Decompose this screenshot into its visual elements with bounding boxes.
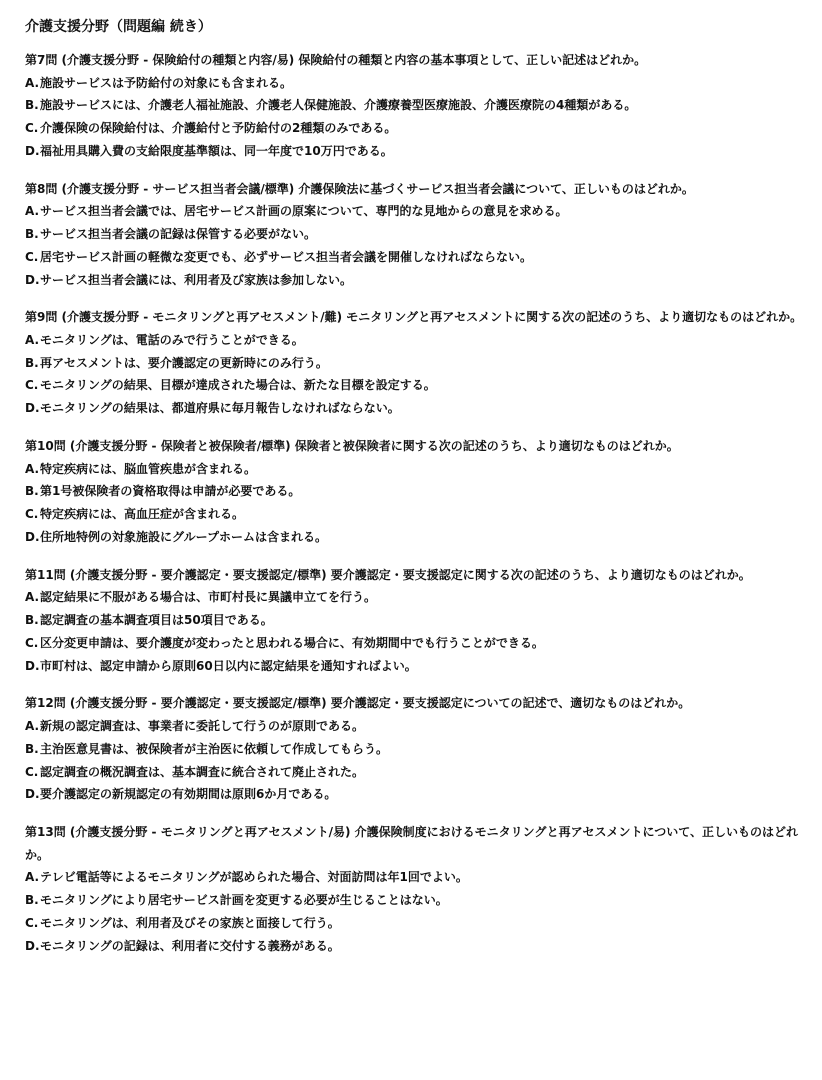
choice-list (25, 586, 808, 677)
choice-d (25, 397, 808, 420)
choice-a (25, 200, 808, 223)
choice-list (25, 329, 808, 420)
choice-text: 介護保険の保険給付は、介護給付と予防給付の2種類のみである。 (40, 121, 397, 136)
choice-list (25, 200, 808, 291)
choice-a (25, 866, 808, 889)
choice-c (25, 374, 808, 397)
choice-letter: A. (25, 332, 40, 347)
question-stem: 第11問 (介護支援分野 - 要介護認定・要支援認定/標準) 要介護認定・要支援認定に関する次の記述のうち、より適切なものはどれか。 (25, 567, 751, 582)
choice-letter: C. (25, 635, 39, 650)
choice-b (25, 609, 808, 632)
choice-text: 施設サービスは予防給付の対象にも含まれる。 (40, 75, 293, 90)
choice-list (25, 458, 808, 549)
choice-text: 区分変更申請は、要介護度が変わったと思われる場合に、有効期間中でも行うことができる。 (40, 635, 544, 650)
document-title: 介護支援分野（問題編 続き） (25, 19, 212, 35)
choice-text: モニタリングの結果は、都道府県に毎月報告しなければならない。 (40, 401, 400, 416)
question-8 (25, 178, 808, 292)
choice-b (25, 738, 808, 761)
choice-b (25, 889, 808, 912)
question-stem: 第9問 (介護支援分野 - モニタリングと再アセスメント/難) モニタリングと再アセスメントに関する次の記述のうち、より適切なものはどれか。 (25, 310, 803, 325)
choice-a (25, 458, 808, 481)
choice-text: 市町村は、認定申請から原則60日以内に認定結果を通知すればよい。 (40, 658, 417, 673)
choice-a (25, 586, 808, 609)
choice-text: 主治医意見書は、被保険者が主治医に依頼して作成してもらう。 (40, 741, 389, 756)
choice-letter: A. (25, 718, 40, 733)
choice-d (25, 140, 808, 163)
choice-d (25, 269, 808, 292)
choice-letter: B. (25, 892, 39, 907)
question-stem: 第7問 (介護支援分野 - 保険給付の種類と内容/易) 保険給付の種類と内容の基本事項として、正しい記述はどれか。 (25, 53, 647, 67)
choice-letter: B. (25, 226, 39, 241)
question-stem: 第13問 (介護支援分野 - モニタリングと再アセスメント/易) 介護保険制度におけるモニタリングと再アセスメントについて、正しいものはどれか。 (25, 825, 799, 862)
choice-letter: D. (25, 272, 40, 287)
choice-text: 居宅サービス計画の軽微な変更でも、必ずサービス担当者会議を開催しなければならない。 (40, 249, 533, 264)
choice-letter: A. (25, 870, 40, 885)
choice-text: 認定調査の概況調査は、基本調査に統合されて廃止された。 (40, 764, 365, 779)
question-12 (25, 692, 808, 806)
choice-letter: D. (25, 658, 40, 673)
choice-c (25, 632, 808, 655)
choice-letter: D. (25, 401, 40, 416)
choice-text: 特定疾病には、高血圧症が含まれる。 (40, 507, 245, 522)
choice-letter: C. (25, 249, 39, 264)
choice-d (25, 526, 808, 549)
choice-text: 特定疾病には、脳血管疾患が含まれる。 (40, 461, 257, 476)
choice-b (25, 94, 808, 117)
choice-text: 福祉用具購入費の支給限度基準額は、同一年度で10万円である。 (40, 143, 393, 158)
question-stem: 第8問 (介護支援分野 - サービス担当者会議/標準) 介護保険法に基づくサービス担当者会議について、正しいものはどれか。 (25, 181, 694, 196)
choice-text: 認定調査の基本調査項目は50項目である。 (40, 613, 273, 628)
choice-letter: B. (25, 355, 39, 370)
choice-text: モニタリングにより居宅サービス計画を変更する必要が生じることはない。 (40, 892, 448, 907)
choice-d (25, 935, 808, 958)
choice-c (25, 761, 808, 784)
choice-b (25, 223, 808, 246)
choice-letter: B. (25, 741, 39, 756)
question-10 (25, 435, 808, 549)
choice-letter: B. (25, 98, 39, 113)
choice-text: モニタリングの結果、目標が達成された場合は、新たな目標を設定する。 (40, 378, 436, 393)
choice-c (25, 503, 808, 526)
choice-letter: C. (25, 764, 39, 779)
choice-text: サービス担当者会議では、居宅サービス計画の原案について、専門的な見地からの意見を求める。 (40, 204, 568, 219)
question-stem: 第10問 (介護支援分野 - 保険者と被保険者/標準) 保険者と被保険者に関する次の記述のうち、より適切なものはどれか。 (25, 439, 679, 454)
choice-text: 新規の認定調査は、事業者に委託して行うのが原則である。 (40, 718, 365, 733)
choice-letter: B. (25, 613, 39, 628)
question-stem: 第12問 (介護支援分野 - 要介護認定・要支援認定/標準) 要介護認定・要支援認定についての記述で、適切なものはどれか。 (25, 696, 691, 711)
choice-text: サービス担当者会議には、利用者及び家族は参加しない。 (40, 272, 353, 287)
choice-list (25, 715, 808, 806)
choice-text: 第1号被保険者の資格取得は申請が必要である。 (40, 484, 301, 499)
choice-text: 住所地特例の対象施設にグループホームは含まれる。 (40, 529, 328, 544)
choice-letter: C. (25, 507, 39, 522)
choice-d (25, 655, 808, 678)
choice-text: テレビ電話等によるモニタリングが認められた場合、対面訪問は年1回でよい。 (40, 870, 468, 885)
question-9 (25, 306, 808, 420)
choice-letter: A. (25, 461, 40, 476)
choice-c (25, 117, 808, 140)
choice-letter: B. (25, 484, 39, 499)
choice-a (25, 715, 808, 738)
choice-d (25, 783, 808, 806)
choice-letter: C. (25, 378, 39, 393)
question-13 (25, 821, 808, 957)
choice-a (25, 72, 808, 95)
choice-b (25, 480, 808, 503)
choice-text: モニタリングの記録は、利用者に交付する義務がある。 (40, 938, 340, 953)
choice-text: モニタリングは、電話のみで行うことができる。 (40, 332, 304, 347)
choice-letter: A. (25, 75, 40, 90)
choice-list (25, 866, 808, 957)
choice-letter: C. (25, 915, 39, 930)
choice-text: サービス担当者会議の記録は保管する必要がない。 (40, 226, 317, 241)
choice-text: 認定結果に不服がある場合は、市町村長に異議申立てを行う。 (40, 590, 377, 605)
choice-letter: D. (25, 938, 40, 953)
choice-text: 再アセスメントは、要介護認定の更新時にのみ行う。 (40, 355, 328, 370)
choice-letter: A. (25, 204, 40, 219)
choice-a (25, 329, 808, 352)
choice-c (25, 912, 808, 935)
choice-letter: D. (25, 529, 40, 544)
choice-text: モニタリングは、利用者及びその家族と面接して行う。 (40, 915, 340, 930)
choice-letter: D. (25, 787, 40, 802)
choice-letter: A. (25, 590, 40, 605)
choice-list (25, 72, 808, 163)
question-11 (25, 564, 808, 678)
question-7 (25, 49, 808, 163)
choice-text: 施設サービスには、介護老人福祉施設、介護老人保健施設、介護療養型医療施設、介護医療院の4種類がある。 (40, 98, 637, 113)
choice-letter: C. (25, 121, 39, 136)
choice-text: 要介護認定の新規認定の有効期間は原則6か月である。 (40, 787, 337, 802)
choice-letter: D. (25, 143, 40, 158)
choice-b (25, 352, 808, 375)
choice-c (25, 246, 808, 269)
